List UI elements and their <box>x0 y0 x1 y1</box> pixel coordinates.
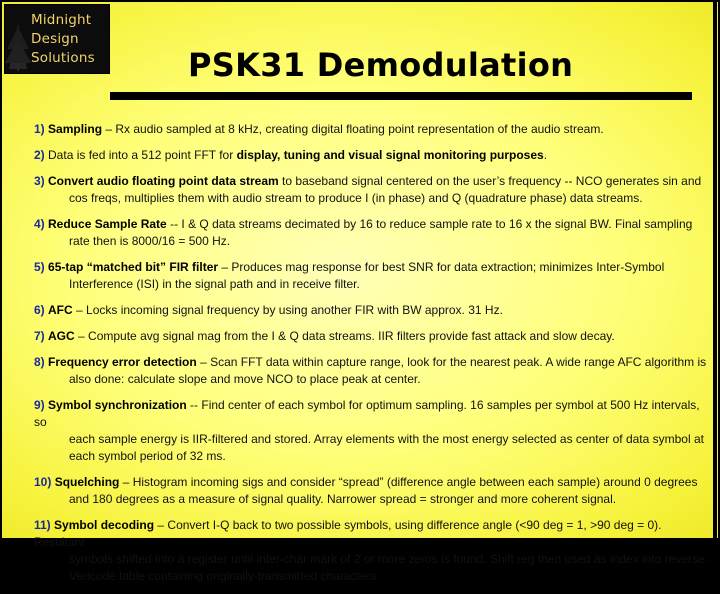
item-label: AGC <box>48 329 75 343</box>
item-continuation: also done: calculate slope and move NCO to place peak at center. <box>69 372 421 386</box>
item-number: 10) <box>34 475 52 489</box>
list-item-reduce-sample-rate <box>34 216 714 250</box>
list-item-agc <box>34 328 714 345</box>
item-separator: – <box>102 122 116 136</box>
item-continuation: and 180 degrees as a measure of signal quality. Narrower spread = stronger and more coherent signal. <box>69 492 617 506</box>
page-title: PSK31 Demodulation <box>188 46 574 84</box>
item-number: 3) <box>34 174 45 188</box>
item-number: 4) <box>34 217 45 231</box>
item-continuation: each sample energy is IIR-filtered and stored. Array elements with the most energy selected as center of data symbol at each symbol period of 32 ms. <box>69 432 704 463</box>
item-label: Symbol decoding <box>54 518 155 532</box>
item-text: – Convert I-Q back to two possible symbols, using difference angle (<90 deg = 1, >90 deg = 0). Resultant <box>34 518 662 549</box>
item-number: 11) <box>34 518 51 532</box>
item-text: Rx audio sampled at 8 kHz, creating digital floating point representation of the audio stream. <box>115 122 604 136</box>
list-item-convert <box>34 173 714 207</box>
item-label: Squelching <box>54 475 120 489</box>
item-number: 9) <box>34 398 45 412</box>
item-label: Sampling <box>48 122 103 136</box>
item-label: Frequency error detection <box>48 355 197 369</box>
logo-line-3: Solutions <box>31 50 95 66</box>
item-number: 7) <box>34 329 45 343</box>
item-number: 5) <box>34 260 45 274</box>
item-text: – Scan FFT data within capture range, look for the nearest peak. A wide range AFC algorithm is <box>200 355 707 369</box>
item-number: 1) <box>34 122 45 136</box>
list-item-symbol-sync <box>34 397 714 465</box>
logo-text <box>31 11 107 68</box>
item-label: Convert audio floating point data stream <box>48 174 279 188</box>
list-item-symbol-decoding <box>34 517 714 585</box>
item-number: 6) <box>34 303 45 317</box>
item-text: to baseband signal centered on the user’s frequency -- NCO generates sin and <box>282 174 702 188</box>
list-item-fft <box>34 147 714 164</box>
company-logo <box>4 4 110 74</box>
item-text: – Histogram incoming sigs and consider “spread” (difference angle between each sample) around 0 degrees <box>122 475 698 489</box>
item-number: 2) <box>34 148 45 162</box>
item-text: – Locks incoming signal frequency by using another FIR with BW approx. 31 Hz. <box>76 303 503 317</box>
item-text: -- I & Q data streams decimated by 16 to reduce sample rate to 16 x the signal BW. Final sampling <box>170 217 693 231</box>
item-label: Symbol synchronization <box>48 398 187 412</box>
list-item-sampling <box>34 121 714 138</box>
item-continuation: cos freqs, multiplies them with audio stream to produce I (in phase) and Q (quadrature phase) data streams. <box>69 191 643 205</box>
list-item-squelching <box>34 474 714 508</box>
logo-line-2: Design <box>31 31 79 47</box>
title-underline <box>110 92 692 100</box>
list-item-frequency-error <box>34 354 714 388</box>
item-text: -- Find center of each symbol for optimum sampling. 16 samples per symbol at 500 Hz intervals, so <box>34 398 700 429</box>
item-continuation: rate then is 8000/16 = 500 Hz. <box>69 234 231 248</box>
item-continuation: symbols shifted into a register until inter-char mark of 2 or more zeros is found. Shift reg then used as index into reverse-Vericode table containing originally-transmitted characters. <box>69 552 709 583</box>
item-emphasis: display, tuning and visual signal monitoring purposes <box>236 148 544 162</box>
item-text: – Produces mag response for best SNR for data extraction; minimizes Inter-Symbol <box>221 260 665 274</box>
logo-line-1: Midnight <box>31 12 92 28</box>
item-label: AFC <box>48 303 73 317</box>
list-item-afc <box>34 302 714 319</box>
list-item-fir-filter <box>34 259 714 293</box>
item-continuation: Interference (ISI) in the signal path and in receive filter. <box>69 277 360 291</box>
item-label: 65-tap “matched bit” FIR filter <box>48 260 219 274</box>
item-text: – Compute avg signal mag from the I & Q data streams. IIR filters provide fast attack and slow decay. <box>78 329 615 343</box>
item-label: Reduce Sample Rate <box>48 217 167 231</box>
item-tail: . <box>543 148 548 162</box>
demodulation-steps-list <box>34 121 714 594</box>
item-text: Data is fed into a 512 point FFT for <box>48 148 237 162</box>
item-number: 8) <box>34 355 45 369</box>
